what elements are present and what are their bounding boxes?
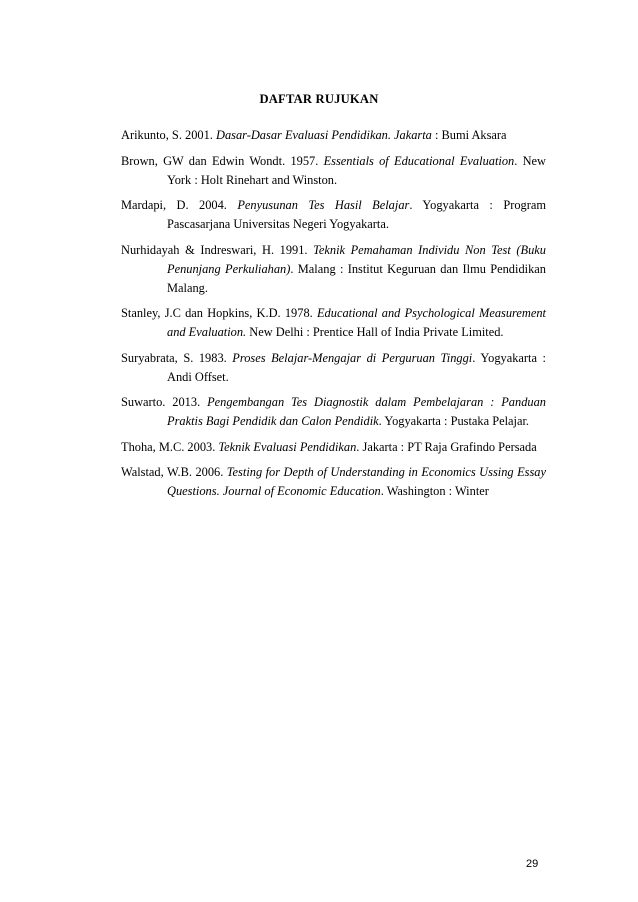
reference-publisher: . Yogyakarta : Pustaka Pelajar. [378, 414, 530, 428]
reference-publisher: . New York : Holt Rinehart and Winston. [167, 153, 546, 187]
reference-authors-year: Walstad, W.B. 2006. [121, 465, 227, 479]
reference-authors-year: Arikunto, S. 2001. [121, 128, 216, 142]
reference-authors-year: Nurhidayah & Indreswari, H. 1991. [121, 242, 314, 257]
reference-publisher: : Bumi Aksara [431, 128, 507, 142]
reference-list [121, 126, 546, 508]
reference-authors-year: Thoha, M.C. 2003. [121, 439, 219, 454]
reference-authors-year: Stanley, J.C dan Hopkins, K.D. 1978. [121, 306, 317, 320]
reference-item [121, 349, 546, 387]
reference-authors-year: Mardapi, D. 2004. [121, 198, 238, 212]
reference-authors-year: Brown, GW dan Edwin Wondt. 1957. [121, 153, 324, 168]
reference-item [121, 304, 546, 342]
reference-title: Penyusunan Tes Hasil Belajar [237, 198, 410, 212]
reference-title: Essentials of Educational Evaluation [323, 153, 515, 168]
reference-title: Pengembangan Tes Diagnostik dalam Pembelajaran : Panduan Praktis Bagi Pendidik dan Calon Pendidik [167, 395, 546, 428]
reference-publisher: . Jakarta : PT Raja Grafindo Persada [356, 439, 537, 454]
reference-publisher: New Delhi : Prentice Hall of India Private Limited. [246, 325, 504, 339]
reference-item [121, 393, 546, 431]
reference-item [121, 438, 546, 457]
reference-title: Dasar-Dasar Evaluasi Pendidikan. Jakarta [216, 128, 432, 142]
reference-title: Educational and Psychological Measurement and Evaluation. [167, 306, 547, 339]
reference-title: Teknik Pemahaman Individu Non Test (Buku Penunjang Perkuliahan) [167, 242, 546, 276]
reference-title: Teknik Evaluasi Pendidikan [218, 439, 357, 454]
reference-item [121, 196, 546, 234]
reference-publisher: . Washington : Winter [380, 484, 489, 498]
reference-publisher: . Malang : Institut Keguruan dan Ilmu Pendidikan Malang. [167, 261, 546, 295]
reference-item [121, 126, 546, 145]
reference-item [121, 241, 546, 298]
reference-item [121, 152, 546, 190]
reference-publisher: . Yogyakarta : Program Pascasarjana Universitas Negeri Yogyakarta. [167, 198, 546, 231]
page-number: 29 [526, 858, 539, 870]
reference-title: Testing for Depth of Understanding in Economics Ussing Essay Questions. Journal of Economic Education [167, 465, 546, 498]
reference-authors-year: Suwarto. 2013. [121, 395, 208, 409]
reference-item [121, 463, 546, 501]
reference-title: Proses Belajar-Mengajar di Perguruan Tinggi [232, 350, 473, 365]
reference-authors-year: Suryabrata, S. 1983. [121, 350, 233, 365]
page-title: DAFTAR RUJUKAN [259, 92, 379, 106]
reference-publisher: . Yogyakarta : Andi Offset. [167, 350, 546, 384]
